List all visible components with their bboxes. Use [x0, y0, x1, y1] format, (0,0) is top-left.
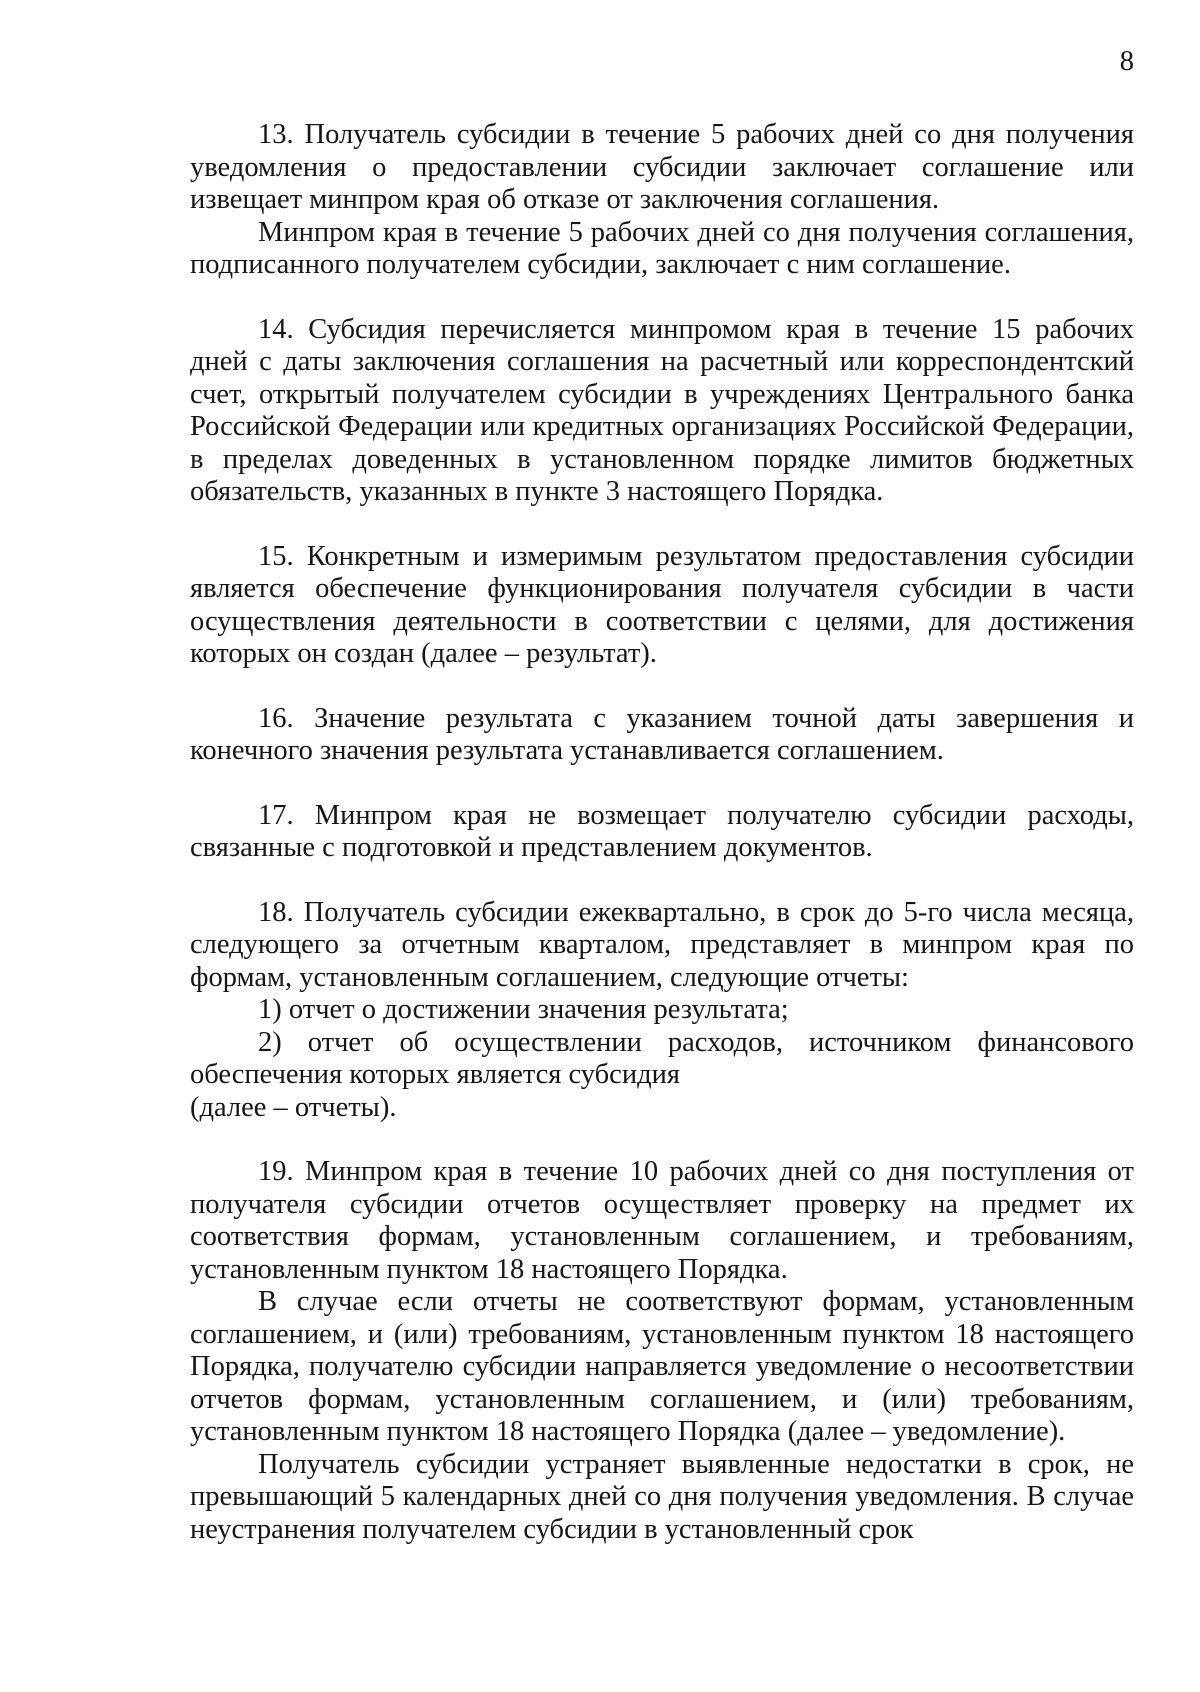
clause-14-paragraph-1: 14. Субсидия перечисляется минпромом края в течение 15 рабочих дней с даты заключения соглашения на расчетный или корреспондентский счет, открытый получателем субсидии в учреждениях Центрального банка Российской Федерации или кредитных организациях Российской Федерации, в пределах доведенных в установленном порядке лимитов бюджетных обязательств, указанных в пункте 3 настоящего Порядка. [190, 313, 1134, 507]
clause-19-paragraph-2: В случае если отчеты не соответствуют формам, установленным соглашением, и (или) требованиям, установленным пунктом 18 настоящего Порядка, получателю субсидии направляется уведомление о несоответствии отчетов формам, установленным соглашением, и (или) требованиям, установленным пунктом 18 настоящего Порядка (далее – уведомление). [190, 1286, 1134, 1447]
clause-16-paragraph-1: 16. Значение результата с указанием точной даты завершения и конечного значения результата устанавливается соглашением. [190, 702, 1134, 766]
clause-18-paragraph-1: 18. Получатель субсидии ежеквартально, в срок до 5-го числа месяца, следующего за отчетным кварталом, представляет в минпром края по формам, установленным соглашением, следующие отчеты: [190, 896, 1134, 993]
clause-15-paragraph-1: 15. Конкретным и измеримым результатом предоставления субсидии является обеспечение функционирования получателя субсидии в части осуществления деятельности в соответствии с целями, для достижения которых он создан (далее – результат). [190, 540, 1134, 669]
clause-15 [190, 541, 1134, 671]
clause-13-paragraph-1: 13. Получатель субсидии в течение 5 рабочих дней со дня получения уведомления о предоставлении субсидии заключает соглашение или извещает минпром края об отказе от заключения соглашения. [190, 119, 1134, 215]
clause-17-paragraph-1: 17. Минпром края не возмещает получателю субсидии расходы, связанные с подготовкой и представлением документов. [190, 799, 1134, 863]
clause-13 [190, 119, 1134, 282]
clause-17 [190, 800, 1134, 865]
clause-18-tail: (далее – отчеты). [190, 1091, 397, 1123]
clause-14 [190, 314, 1134, 509]
clause-18-list-item-2: 2) отчет об осуществлении расходов, источником финансового обеспечения которых является субсидия [190, 1026, 1134, 1090]
clause-19-paragraph-1: 19. Минпром края в течение 10 рабочих дней со дня поступления от получателя субсидии отчетов осуществляет проверку на предмет их соответствия формам, установленным соглашением, и требованиям, установленным пунктом 18 настоящего Порядка. [190, 1156, 1134, 1285]
document-body [190, 119, 1134, 1546]
clause-18 [190, 897, 1134, 1125]
page-number: 8 [1119, 46, 1134, 77]
clause-19-paragraph-3: Получатель субсидии устраняет выявленные недостатки в срок, не превышающий 5 календарных дней со дня получения уведомления. В случае неустранения получателем субсидии в установленный срок [190, 1448, 1134, 1545]
clause-16 [190, 703, 1134, 768]
clause-13-paragraph-2: Минпром края в течение 5 рабочих дней со дня получения соглашения, подписанного получателем субсидии, заключает с ним соглашение. [190, 216, 1134, 280]
clause-18-list-item-1: 1) отчет о достижении значения результата; [258, 994, 789, 1025]
clause-19 [190, 1156, 1134, 1546]
